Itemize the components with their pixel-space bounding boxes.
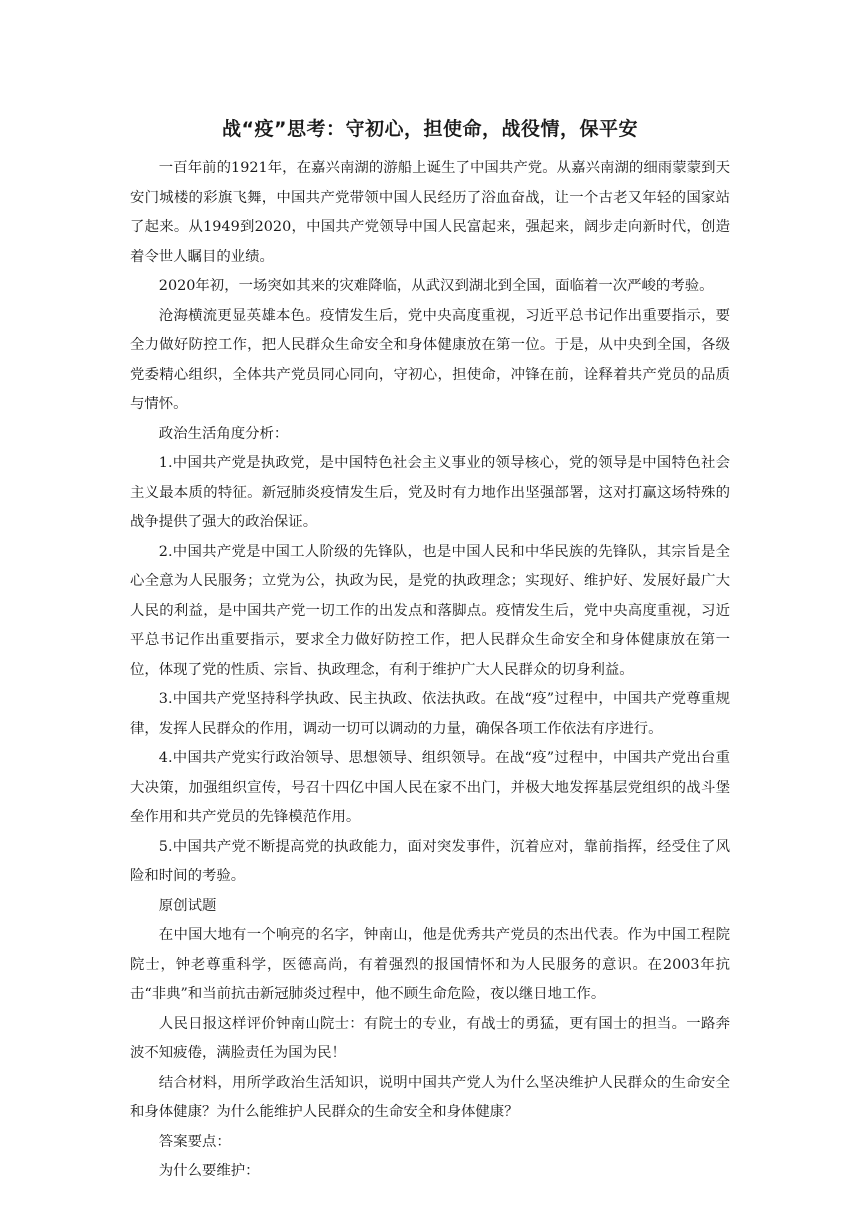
answer-heading: 答案要点： — [158, 1133, 231, 1150]
section-heading-analysis: 政治生活角度分析： — [158, 425, 289, 442]
analysis-point-5: 5.中国共产党不断提高党的执政能力，面对突发事件，沉着应对，靠前指挥，经受住了风险和时间的考验。 — [130, 838, 730, 884]
paragraph-heroes: 沧海横流更显英雄本色。疫情发生后，党中央高度重视，习近平总书记作出重要指示，要全力做好防控工作，把人民群众生命安全和身体健康放在第一位。于是，从中央到全国，各级党委精心组织，全体共产党员同心同向，守初心，担使命，冲锋在前，诠释着共产党员的品质与情怀。 — [130, 307, 730, 412]
paragraph-2020: 2020年初，一场突如其来的灾难降临，从武汉到湖北到全国，面临着一次严峻的考验。 — [158, 278, 714, 294]
answer-subheading: 为什么要维护： — [158, 1163, 260, 1179]
question-material-1: 在中国大地有一个响亮的名字，钟南山，他是优秀共产党员的杰出代表。作为中国工程院院士，钟老尊重科学，医德高尚，有着强烈的报国情怀和为人民服务的意识。在2003年抗击“非典”和当前抗击新冠肺炎过程中，他不顾生命危险，夜以继日地工作。 — [130, 927, 730, 1002]
section-heading-question: 原创试题 — [158, 897, 217, 914]
analysis-point-2: 2.中国共产党是中国工人阶级的先锋队，也是中国人民和中华民族的先锋队，其宗旨是全心全意为人民服务；立党为公，执政为民，是党的执政理念；实现好、维护好、发展好最广大人民的利益，是中国共产党一切工作的出发点和落脚点。疫情发生后，党中央高度重视，习近平总书记作出重要指示，要求全力做好防控工作，把人民群众生命安全和身体健康放在第一位，体现了党的性质、宗旨、执政理念，有利于维护广大人民群众的切身利益。 — [130, 543, 730, 678]
paragraph-intro: 一百年前的1921年，在嘉兴南湖的游船上诞生了中国共产党。从嘉兴南湖的细雨蒙蒙到天安门城楼的彩旗飞舞，中国共产党带领中国人民经历了浴血奋战，让一个古老又年轻的国家站了起来。从1949到2020，中国共产党领导中国人民富起来，强起来，阔步走向新时代，创造着令世人瞩目的业绩。 — [130, 160, 730, 265]
document-body — [130, 154, 730, 1187]
question-prompt: 结合材料，用所学政治生活知识，说明中国共产党人为什么坚决维护人民群众的生命安全和身体健康？为什么能维护人民群众的生命安全和身体健康？ — [130, 1074, 730, 1120]
analysis-point-3: 3.中国共产党坚持科学执政、民主执政、依法执政。在战“疫”过程中，中国共产党尊重规律，发挥人民群众的作用，调动一切可以调动的力量，确保各项工作依法有序进行。 — [130, 691, 730, 737]
analysis-point-1: 1.中国共产党是执政党，是中国特色社会主义事业的领导核心，党的领导是中国特色社会主义最本质的特征。新冠肺炎疫情发生后，党及时有力地作出坚强部署，这对打赢这场特殊的战争提供了强大的政治保证。 — [130, 455, 730, 530]
analysis-point-4: 4.中国共产党实行政治领导、思想领导、组织领导。在战“疫”过程中，中国共产党出台重大决策，加强组织宣传，号召十四亿中国人民在家不出门，并极大地发挥基层党组织的战斗堡垒作用和共产党员的先锋模范作用。 — [130, 750, 730, 825]
question-material-2: 人民日报这样评价钟南山院士：有院士的专业，有战士的勇猛，更有国士的担当。一路奔波不知疲倦，满脸责任为国为民！ — [130, 1015, 730, 1061]
document-title: 战“疫”思考：守初心，担使命，战役情，保平安 — [222, 118, 638, 140]
